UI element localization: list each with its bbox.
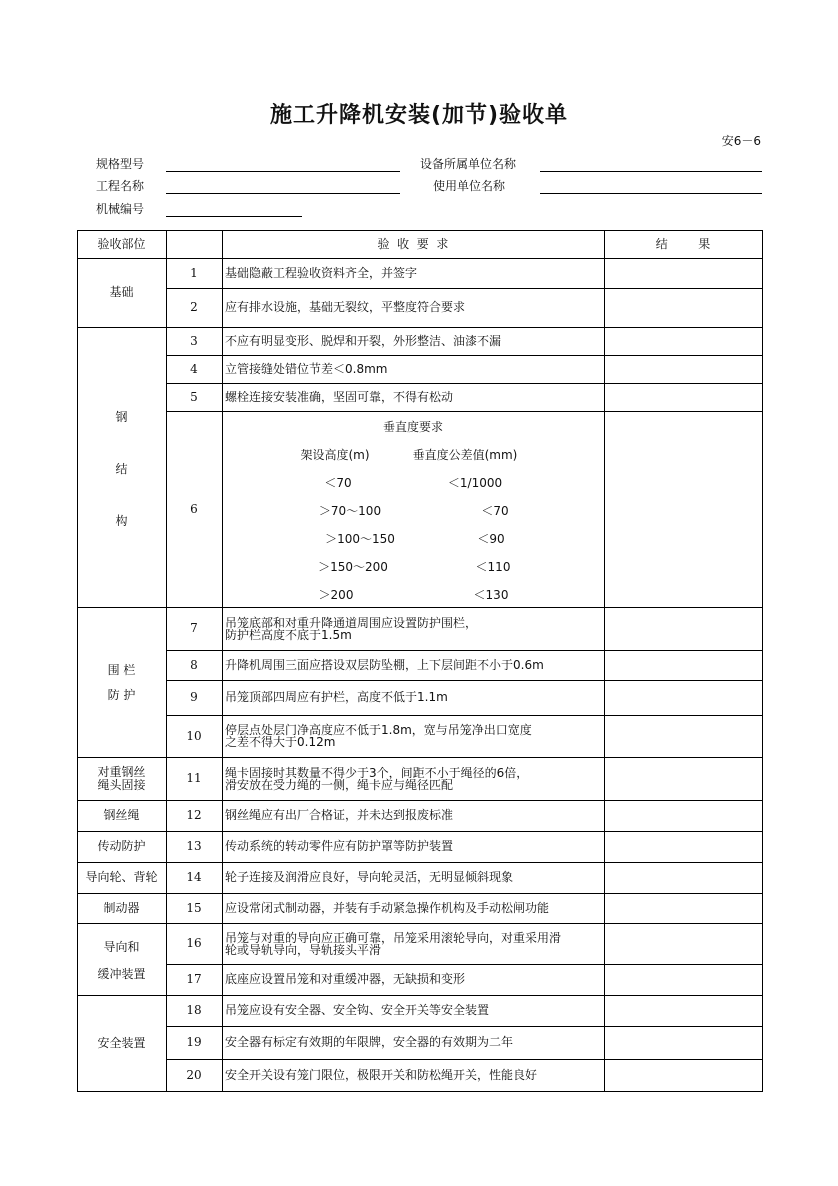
requirement-text: 不应有明显变形、脱焊和开裂，外形整洁、油漆不漏 [225,333,502,348]
verticality-tolerance: ＜110 [475,560,511,574]
row-number: 14 [186,870,202,884]
requirement-text: 应有排水设施，基础无裂纹，平整度符合要求 [225,300,466,314]
requirement-text: 应设常闭式制动器，并装有手动紧急操作机构及手动松闸功能 [225,900,550,915]
header-part: 验收部位 [97,236,146,251]
project-name-label: 工程名称 [96,179,145,193]
verticality-tolerance: ＜70 [481,504,509,518]
part-fence-protection: 防 护 [107,688,136,702]
part-guide-buffer: 导向和 [103,940,140,954]
verticality-title: 垂直度要求 [382,420,443,434]
requirement-text: 吊笼应设有安全器、安全钩、安全开关等安全装置 [225,1003,490,1017]
requirement-text: 升降机周围三面应搭设双层防坠棚，上下层间距不小于0.6m [225,657,544,672]
requirement-line: 绳卡固接时其数量不得少于3个，间距不小于绳径的6倍， [225,765,529,780]
requirement-text: 轮子连接及润滑应良好，导向轮灵活，无明显倾斜现象 [225,870,514,884]
verticality-height: ＞70～100 [318,504,382,518]
requirement-text [222,757,604,800]
requirement-text: 安全开关设有笼门限位，极限开关和防松绳开关，性能良好 [225,1067,538,1082]
header-result: 结 果 [655,236,711,251]
row-number: 19 [186,1035,202,1049]
machine-number-field[interactable] [166,216,302,217]
result-cell[interactable] [604,1059,762,1091]
result-cell[interactable] [604,715,762,757]
result-cell[interactable] [604,327,762,355]
requirement-line: 之差不得大于0.12m [225,735,336,749]
requirement-line: 滑安放在受力绳的一侧，绳卡应与绳径匹配 [225,777,454,792]
result-cell[interactable] [604,964,762,995]
row-number: 18 [186,1003,202,1017]
part-guide-wheels: 导向轮、背轮 [85,870,158,884]
part-fence-protection: 围 栏 [107,663,136,677]
part-safety-devices: 安全装置 [97,1035,146,1050]
machine-number-label: 机械编号 [96,202,145,216]
row-number: 11 [186,771,202,785]
requirement-line: 轮或导轨导向，导轨接头平滑 [225,942,382,957]
row-number: 5 [190,389,198,404]
result-cell[interactable] [604,995,762,1026]
result-cell[interactable] [604,383,762,411]
part-line: 绳头固接 [97,777,146,792]
requirement-text: 钢丝绳应有出厂合格证，并未达到报废标准 [225,808,454,822]
row-number: 8 [190,657,198,672]
spec-model-field[interactable] [166,171,400,172]
form-number: 安6－6 [721,134,761,148]
result-cell[interactable] [604,1026,762,1059]
row-number: 3 [190,333,198,348]
document-title: 施工升降机安装(加节)验收单 [269,103,569,128]
verticality-col-height: 架设高度(m) [300,448,370,462]
user-unit-label: 使用单位名称 [433,179,506,193]
requirement-text: 吊笼顶部四周应有护栏，高度不低于1.1m [225,690,448,704]
row-number: 4 [190,361,198,376]
part-steel-structure-char: 结 [115,462,128,476]
requirement-text [222,715,604,757]
verticality-height: ＞150～200 [318,560,388,574]
requirement-text: 传动系统的转动零件应有防护罩等防护装置 [225,839,454,853]
result-cell[interactable] [604,757,762,800]
requirement-text: 基础隐蔽工程验收资料齐全，并签字 [225,265,418,280]
verticality-height: ＜70 [324,476,352,490]
verticality-tolerance: ＜90 [477,532,505,546]
header-requirement: 验 收 要 求 [377,236,449,251]
row-number: 1 [190,265,198,280]
row-number: 20 [186,1067,202,1082]
part-line: 对重钢丝 [97,764,146,779]
row-number: 12 [186,808,202,822]
requirement-line: 防护栏高度不底于1.5m [225,627,352,642]
part-brake: 制动器 [103,900,140,915]
requirement-line: 吊笼与对重的导向应正确可靠，吊笼采用滚轮导向，对重采用滑 [225,930,562,945]
requirement-text: 底座应设置吊笼和对重缓冲器，无缺损和变形 [225,972,466,986]
part-steel-structure-char: 钢 [115,410,128,424]
project-name-field[interactable] [166,193,400,194]
row-number: 17 [186,972,202,986]
row-number: 15 [186,900,202,915]
verticality-height: ＞200 [318,588,354,602]
result-cell[interactable] [604,923,762,964]
result-cell[interactable] [604,258,762,288]
requirement-line: 停层点处层门净高度应不低于1.8m，宽与吊笼净出口宽度 [225,723,532,737]
result-cell[interactable] [604,607,762,650]
requirement-text: 立管接缝处错位节差＜0.8mm [225,361,388,376]
row-number: 7 [190,621,198,635]
requirement-text: 安全器有标定有效期的年限牌，安全器的有效期为二年 [225,1035,514,1049]
part-wire-rope: 钢丝绳 [103,808,140,822]
owner-unit-field[interactable] [540,171,762,172]
result-cell[interactable] [604,650,762,680]
user-unit-field[interactable] [540,193,762,194]
requirement-text: 螺栓连接安装准确，坚固可靠，不得有松动 [225,389,454,404]
part-steel-structure-char: 构 [115,514,128,528]
requirement-text [222,607,604,650]
part-foundation: 基础 [109,285,134,299]
requirement-line: 吊笼底部和对重升降通道周围应设置防护围栏， [225,615,478,630]
row-number: 9 [190,690,198,704]
row-number: 6 [190,501,198,516]
row-number: 16 [186,936,202,950]
owner-unit-label: 设备所属单位名称 [420,157,517,171]
part-transmission-guard: 传动防护 [97,839,146,853]
row-number: 10 [186,728,202,743]
row-number: 13 [186,839,202,853]
requirement-text [222,923,604,964]
verticality-height: ＞100～150 [325,532,395,546]
verticality-col-tolerance: 垂直度公差值(mm) [412,448,518,462]
verticality-tolerance: ＜1/1000 [447,476,503,490]
part-guide-buffer: 缓冲装置 [97,967,146,981]
row-number: 2 [190,300,198,314]
result-cell[interactable] [604,800,762,831]
verticality-tolerance: ＜130 [473,588,509,602]
result-cell[interactable] [604,862,762,893]
result-cell[interactable] [604,411,762,607]
spec-model-label: 规格型号 [96,157,145,171]
result-cell[interactable] [604,288,762,327]
result-cell[interactable] [604,893,762,923]
result-cell[interactable] [604,355,762,383]
result-cell[interactable] [604,831,762,862]
part-counterweight-rope [77,757,166,800]
result-cell[interactable] [604,680,762,715]
